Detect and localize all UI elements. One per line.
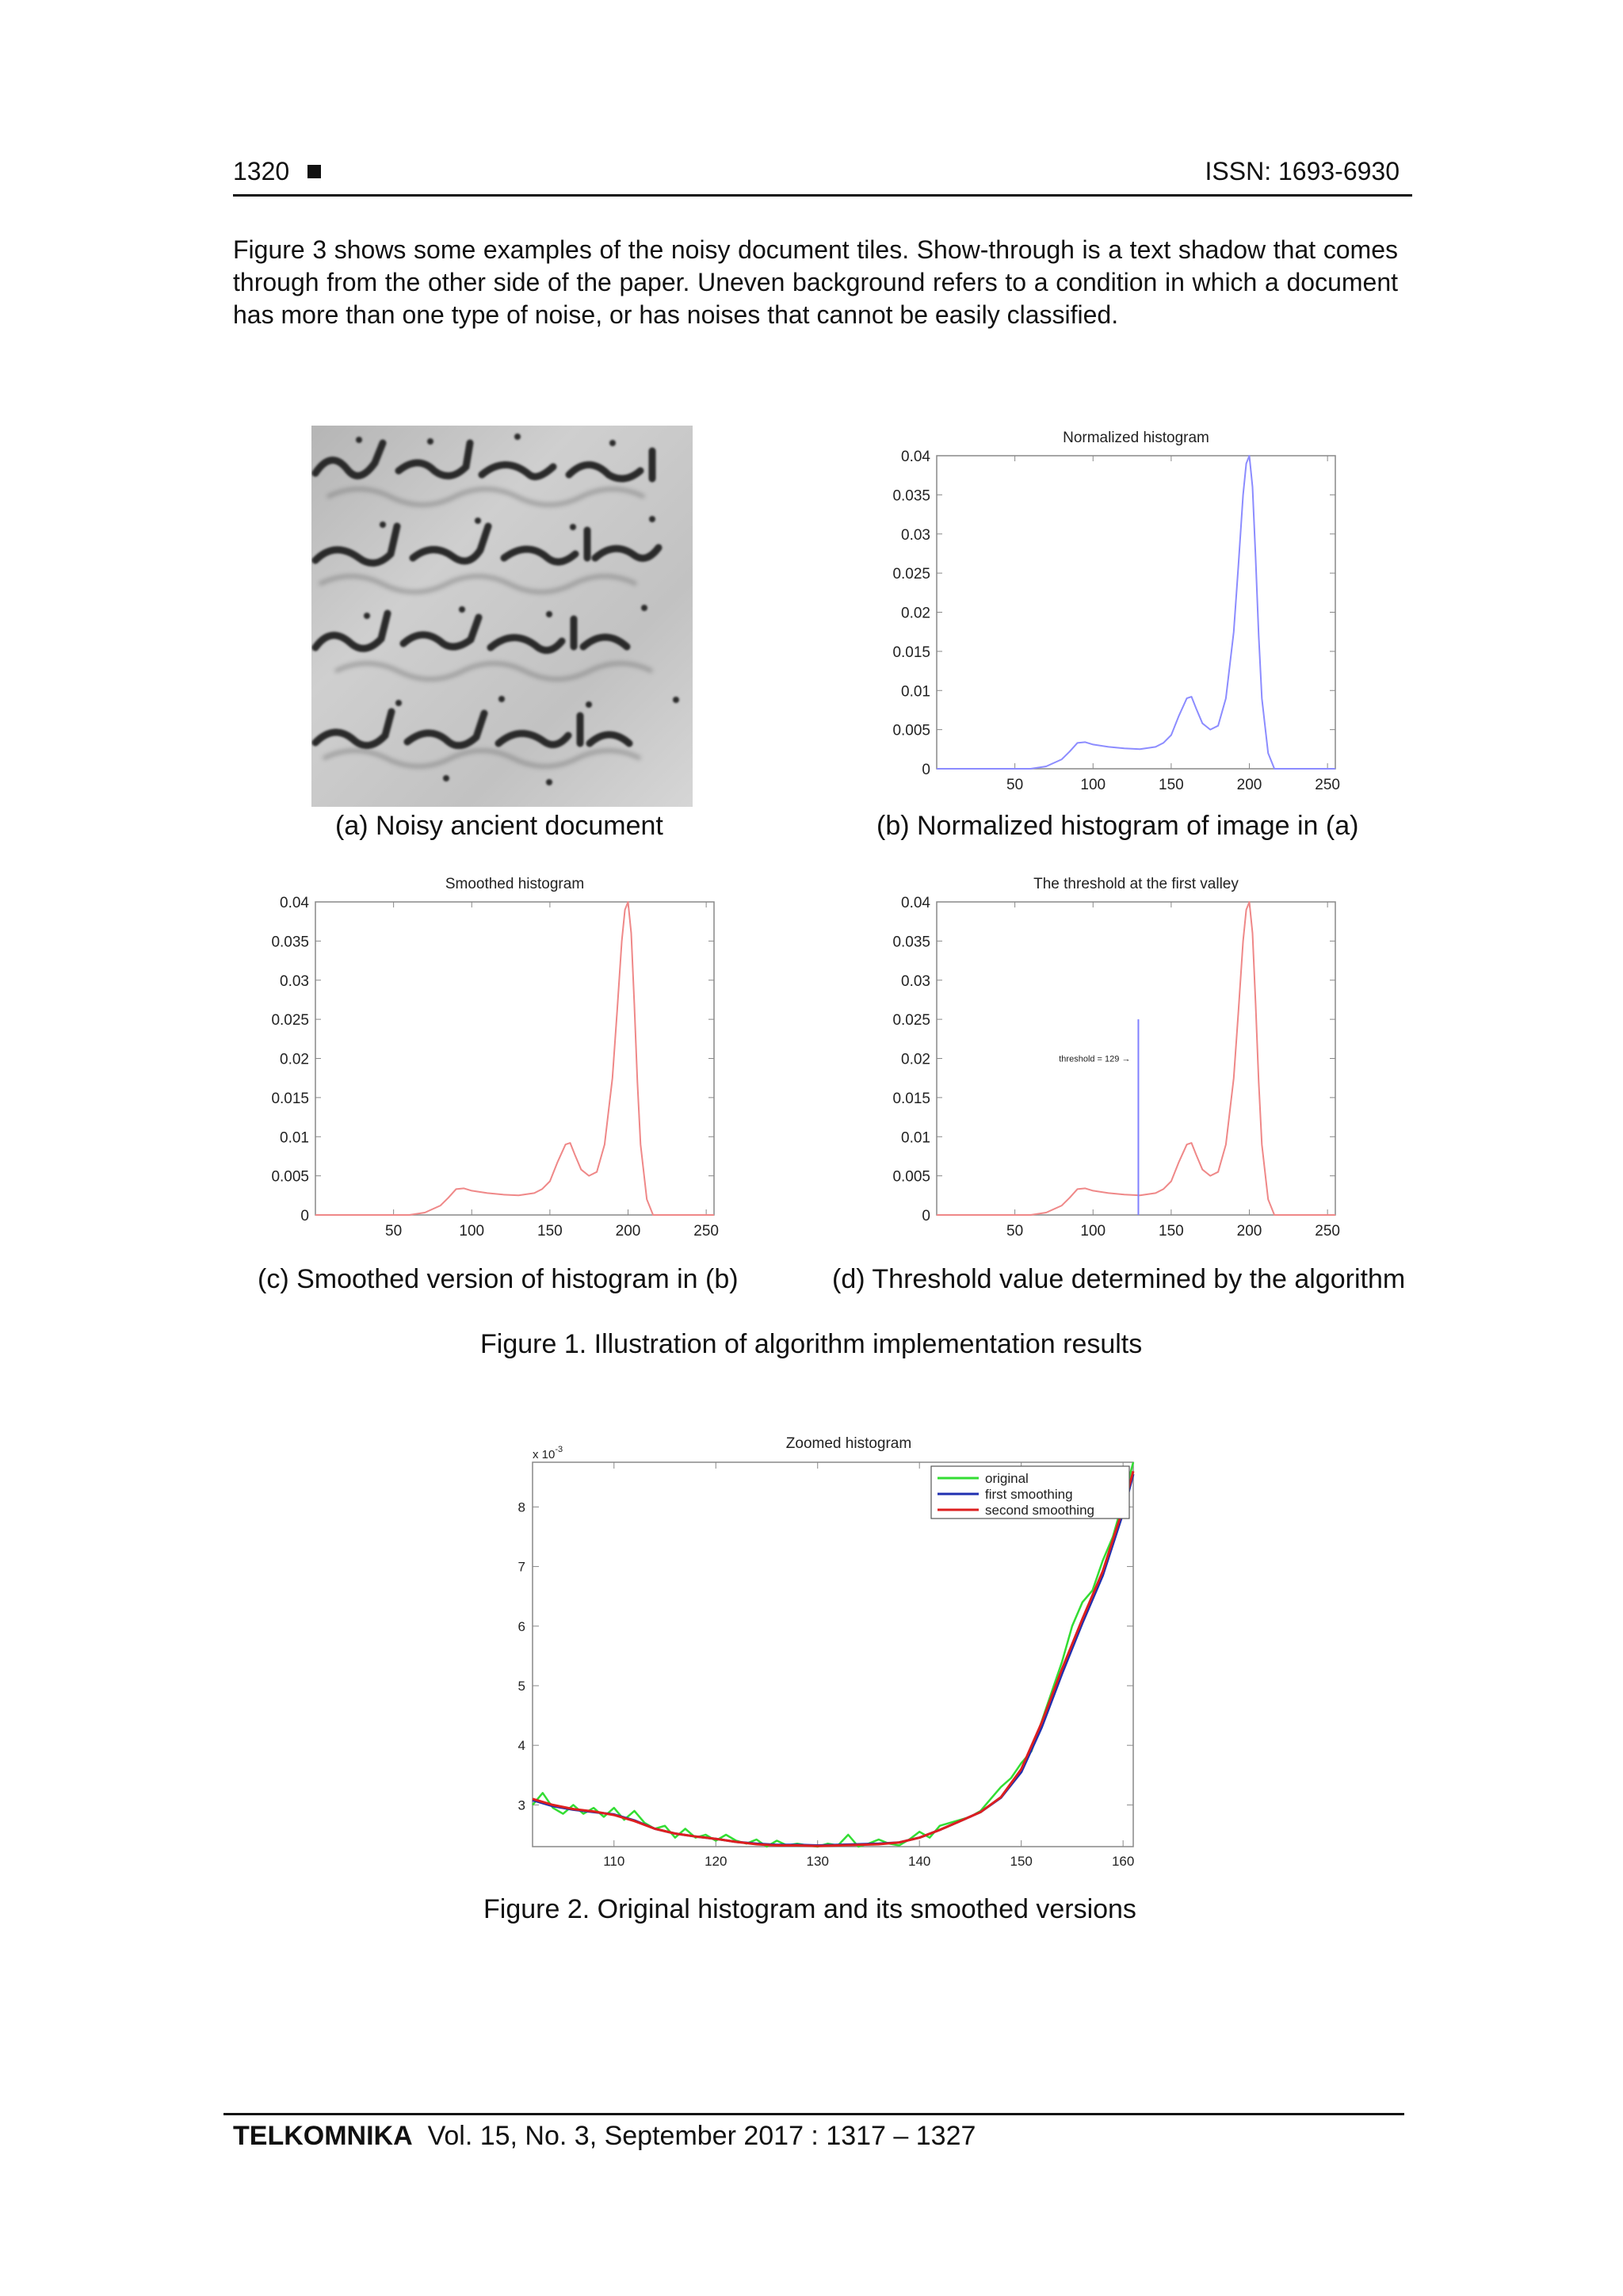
x-tick-label: 200 xyxy=(1236,1223,1262,1240)
x-tick-label: 100 xyxy=(459,1223,485,1240)
y-tick-label: 0.04 xyxy=(901,449,930,465)
journal-name: TELKOMNIKA xyxy=(233,2121,413,2151)
x-tick-label: 250 xyxy=(1315,1223,1340,1240)
legend-label: first smoothing xyxy=(985,1487,1073,1502)
y-tick-label: 6 xyxy=(517,1618,525,1634)
x-tick-label: 50 xyxy=(1006,1223,1024,1240)
y-tick-label: 8 xyxy=(517,1499,525,1515)
threshold-histogram-chart xyxy=(872,866,1347,1243)
y-tick-label: 0 xyxy=(300,1208,309,1224)
figure1-caption: Figure 1. Illustration of algorithm implementation results xyxy=(480,1329,1143,1359)
footer-rule xyxy=(223,2113,1404,2115)
histogram-line xyxy=(937,456,1335,769)
y-tick-label: 0.02 xyxy=(901,1051,930,1068)
y-tick-label: 0 xyxy=(922,1208,930,1224)
x-tick-label: 150 xyxy=(1159,1223,1184,1240)
normalized-histogram-chart xyxy=(872,420,1347,797)
figure2-caption: Figure 2. Original histogram and its smoothed versions xyxy=(483,1894,1136,1924)
noisy-document-image xyxy=(311,426,693,807)
x-tick-label: 150 xyxy=(537,1223,563,1240)
intro-paragraph: Figure 3 shows some examples of the noisy document tiles. Show-through is a text shadow that comes through from the other side of the paper. Uneven background refers to a condition in which a document has more than one type of noise, or has noises that cannot be easily classified. xyxy=(233,235,1398,329)
y-tick-label: 0.025 xyxy=(271,1012,309,1030)
plot-frame xyxy=(937,456,1335,769)
series-line-first-smoothing xyxy=(533,1474,1133,1846)
y-tick-label: 0 xyxy=(922,762,930,778)
zoomed-histogram-chart xyxy=(507,1427,1141,1870)
y-tick-label: 5 xyxy=(517,1678,525,1694)
y-tick-label: 0.01 xyxy=(901,683,930,701)
x-tick-label: 140 xyxy=(908,1854,931,1869)
subcaption-a: (a) Noisy ancient document xyxy=(335,811,663,841)
header-square-icon xyxy=(307,165,321,178)
x-tick-label: 200 xyxy=(1236,777,1262,793)
chart-title: Smoothed histogram xyxy=(445,876,585,892)
plot-frame xyxy=(533,1462,1133,1847)
y-tick-label: 0.035 xyxy=(892,487,930,505)
page-number: 1320 xyxy=(233,157,290,185)
x-tick-label: 200 xyxy=(615,1223,641,1240)
y-tick-label: 0.005 xyxy=(892,722,930,739)
x-tick-label: 100 xyxy=(1080,1223,1106,1240)
x-tick-label: 130 xyxy=(806,1854,829,1869)
y-tick-label: 0.01 xyxy=(280,1129,309,1147)
y-tick-label: 0.03 xyxy=(280,972,309,990)
chart-title: Zoomed histogram xyxy=(785,1435,912,1452)
histogram-line xyxy=(315,902,714,1215)
x-tick-label: 110 xyxy=(603,1854,625,1869)
subcaption-d: (d) Threshold value determined by the algorithm xyxy=(832,1264,1406,1294)
footer-citation xyxy=(233,2121,976,2152)
x-tick-label: 250 xyxy=(693,1223,719,1240)
y-tick-label: 0.04 xyxy=(901,895,930,911)
legend-label: second smoothing xyxy=(985,1503,1094,1518)
x-tick-label: 250 xyxy=(1315,777,1340,793)
chart-title: Normalized histogram xyxy=(1063,430,1209,446)
smoothed-histogram-chart xyxy=(250,866,726,1243)
y-tick-label: 0.03 xyxy=(901,526,930,544)
y-tick-label: 0.025 xyxy=(892,1012,930,1030)
x-tick-label: 150 xyxy=(1159,777,1184,793)
page-header-left xyxy=(233,157,321,186)
plot-frame xyxy=(315,902,714,1215)
x-tick-label: 50 xyxy=(1006,777,1024,793)
x-tick-label: 50 xyxy=(385,1223,403,1240)
header-rule xyxy=(233,194,1412,197)
y-tick-label: 3 xyxy=(517,1797,525,1813)
y-tick-label: 0.02 xyxy=(280,1051,309,1068)
y-tick-label: 4 xyxy=(517,1738,525,1754)
y-tick-label: 0.035 xyxy=(892,934,930,951)
y-tick-label: 7 xyxy=(517,1559,525,1575)
x-tick-label: 120 xyxy=(705,1854,727,1869)
y-tick-label: 0.005 xyxy=(892,1168,930,1186)
y-axis-multiplier: x $10^{-3}$ xyxy=(533,1445,563,1461)
y-tick-label: 0.04 xyxy=(280,895,309,911)
histogram-line xyxy=(937,902,1335,1215)
subcaption-b: (b) Normalized histogram of image in (a) xyxy=(876,811,1359,841)
y-axis-exponent: -3 xyxy=(555,1445,563,1454)
y-tick-label: 0.015 xyxy=(892,644,930,661)
y-tick-label: 0.02 xyxy=(901,605,930,622)
threshold-annotation: threshold = 129 → xyxy=(1059,1054,1131,1064)
plot-frame xyxy=(937,902,1335,1215)
issn-label: ISSN: 1693-6930 xyxy=(1205,157,1400,185)
series-line-original xyxy=(533,1462,1133,1847)
x-tick-label: 150 xyxy=(1010,1854,1033,1869)
y-tick-label: 0.025 xyxy=(892,566,930,583)
y-tick-label: 0.03 xyxy=(901,972,930,990)
citation-text: Vol. 15, No. 3, September 2017 : 1317 – 1327 xyxy=(427,2121,976,2151)
y-tick-label: 0.035 xyxy=(271,934,309,951)
legend-label: original xyxy=(985,1471,1029,1486)
y-tick-label: 0.01 xyxy=(901,1129,930,1147)
x-tick-label: 100 xyxy=(1080,777,1106,793)
subcaption-c: (c) Smoothed version of histogram in (b) xyxy=(258,1264,739,1294)
series-line-second-smoothing xyxy=(533,1471,1133,1846)
y-tick-label: 0.005 xyxy=(271,1168,309,1186)
chart-title: The threshold at the first valley xyxy=(1033,876,1239,892)
y-tick-label: 0.015 xyxy=(892,1090,930,1107)
noisy-document-picture xyxy=(311,426,693,807)
x-tick-label: 160 xyxy=(1111,1854,1135,1869)
y-tick-label: 0.015 xyxy=(271,1090,309,1107)
